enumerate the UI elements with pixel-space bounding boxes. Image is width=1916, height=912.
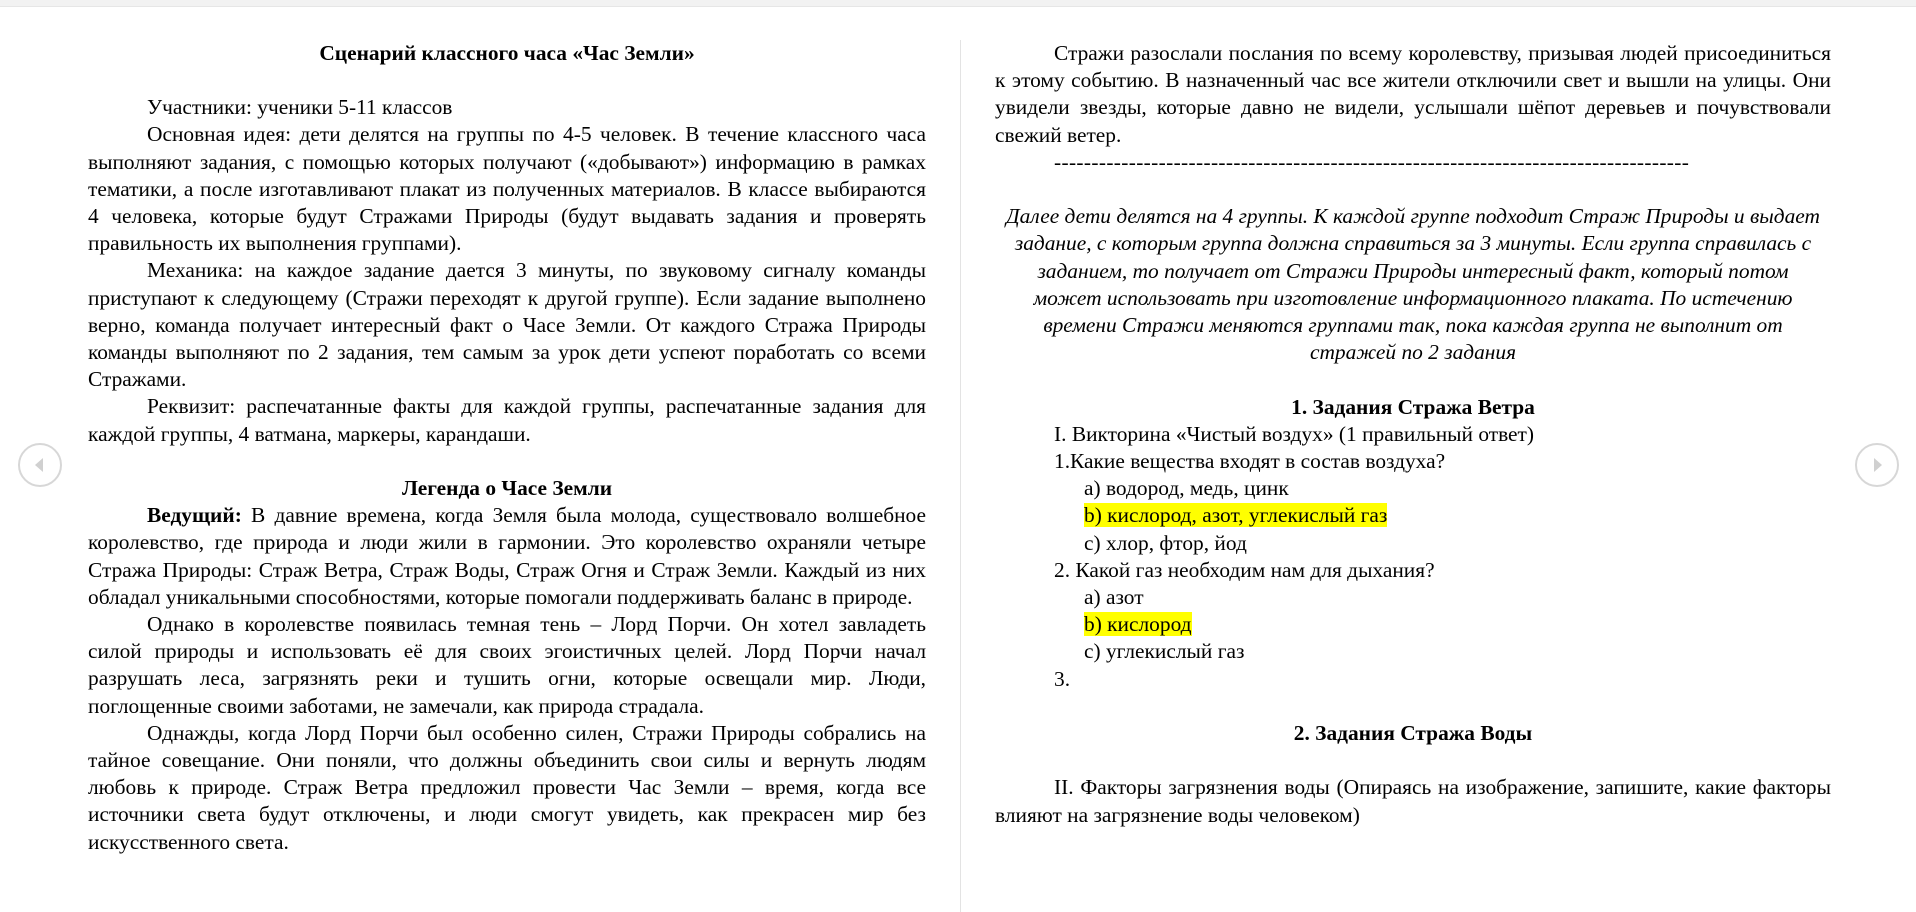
q2-option-c [995,638,1831,665]
spacer [995,176,1831,203]
chevron-right-icon [1868,456,1886,474]
legend-title: Легенда о Часе Земли [401,476,613,501]
q2-option-b-highlighted: b) кислород [1084,612,1192,637]
q2-option-a [995,584,1831,611]
q2-option-b [995,611,1831,638]
q2-option-c-text: c) углекислый газ [1084,639,1245,664]
q1-option-a-text: a) водород, медь, цинк [1084,476,1289,501]
props-paragraph: Реквизит: распечатанные факты для каждой группы, распечатанные задания для каждой группы, 4 ватмана, маркеры, карандаши. [88,394,926,446]
document-title: Сценарий классного часа «Час Земли» [319,41,695,65]
spacer [995,747,1831,774]
question-3: 3. [1054,666,1071,691]
mechanics-paragraph: Механика: на каждое задание дается 3 минуты, по звуковому сигналу команды приступают к следующему (Стражи переходят к другой группе). Если задание выполнено верно, команда получает интересный факт о Часе Земли. От каждого Стража Природы команды выполняют по 2 задания, тем самым за урок дети успеют поработать со всеми Стражами. [88,258,926,392]
section-2-title: 2. Задания Стража Воды [1293,721,1533,746]
legend-paragraph-2: Однако в королевстве появилась темная тень – Лорд Порчи. Он хотел завладеть силой природы и использовать её для своих эгоистичных целей. Лорд Порчи начал разрушать леса, загрязнять реки и тушить огни, которые освещали мир. Люди, поглощенные своими заботами, не замечали, как природа страдала. [88,612,926,718]
main-idea-paragraph: Основная идея: дети делятся на группы по 4-5 человек. В течение классного часа выполняют задания, с помощью которых получают («добывают») информацию в рамках тематики, а после изготавливают плакат из полученных материалов. В классе выбираются 4 человека, которые будут Стражами Природы (будут выдавать задания и проверять правильность их выполнения группами). [88,122,926,256]
next-page-button[interactable] [1855,443,1899,487]
page-divider [960,40,961,912]
legend-paragraph-1-text: В давние времена, когда Земля была молода, существовало волшебное королевство, где природа и люди жили в гармонии. Это королевство охраняли четыре Стража Природы: Страж Ветра, Страж Воды, Страж Огня и Страж Земли. Каждый из них обладал уникальными способностями, которые помогали поддерживать баланс в природе. [88,503,926,609]
question-2: 2. Какой газ необходим нам для дыхания? [1054,557,1435,582]
water-task-paragraph: II. Факторы загрязнения воды (Опираясь на изображение, запишите, какие факторы влияют на загрязнение воды человеком) [995,775,1831,827]
section-1-title: 1. Задания Стража Ветра [1291,394,1535,419]
q2-option-a-text: a) азот [1084,585,1144,610]
legend-paragraph-1 [88,502,926,611]
legend-continuation-paragraph: Стражи разослали послания по всему королевству, призывая людей присоединиться к этому событию. В назначенный час все жители отключили свет и вышли на улицы. Они увидели звезды, которые давно не видели, услышали шёпот деревьев и почувствовали свежий ветер. [995,41,1831,147]
left-page [88,40,926,856]
spacer [995,366,1831,393]
legend-paragraph-3: Однажды, когда Лорд Порчи был особенно силен, Стражи Природы собрались на тайное совещание. Они поняли, что должны объединить свои силы и вернуть людям любовь к природе. Страж Ветра предложил провести Час Земли – время, когда все источники света будут отключены, и люди смогут увидеть, как прекрасен мир без искусственного света. [88,720,926,854]
quiz-title: I. Викторина «Чистый воздух» (1 правильный ответ) [1054,421,1535,446]
q1-option-a [995,475,1831,502]
q1-option-b-highlighted: b) кислород, азот, углекислый газ [1084,503,1388,528]
right-page [995,40,1831,829]
question-1: 1.Какие вещества входят в состав воздуха? [1054,449,1446,474]
q1-option-c-text: c) хлор, фтор, йод [1084,530,1247,555]
host-label: Ведущий: [147,503,242,528]
q1-option-b [995,502,1831,529]
instructions-paragraph: Далее дети делятся на 4 группы. К каждой группе подходит Страж Природы и выдает задание, с которым группа должна справиться за 3 минуты. Если группа справилась с заданием, то получает от Стражи Природы интересный факт, который потом может использовать при изготовление информационного плаката. По истечению времени Стражи меняются группами так, пока каждая группа не выполнит от стражей по 2 задания [1006,204,1820,365]
q1-option-c [995,530,1831,557]
spacer [995,693,1831,720]
participants-line: Участники: ученики 5-11 классов [147,95,453,120]
previous-page-button[interactable] [18,443,62,487]
chevron-left-icon [31,456,49,474]
dash-separator: ------------------------------------------------------------------------------------- [1054,149,1690,174]
spacer [88,448,926,475]
top-border [0,0,1916,7]
